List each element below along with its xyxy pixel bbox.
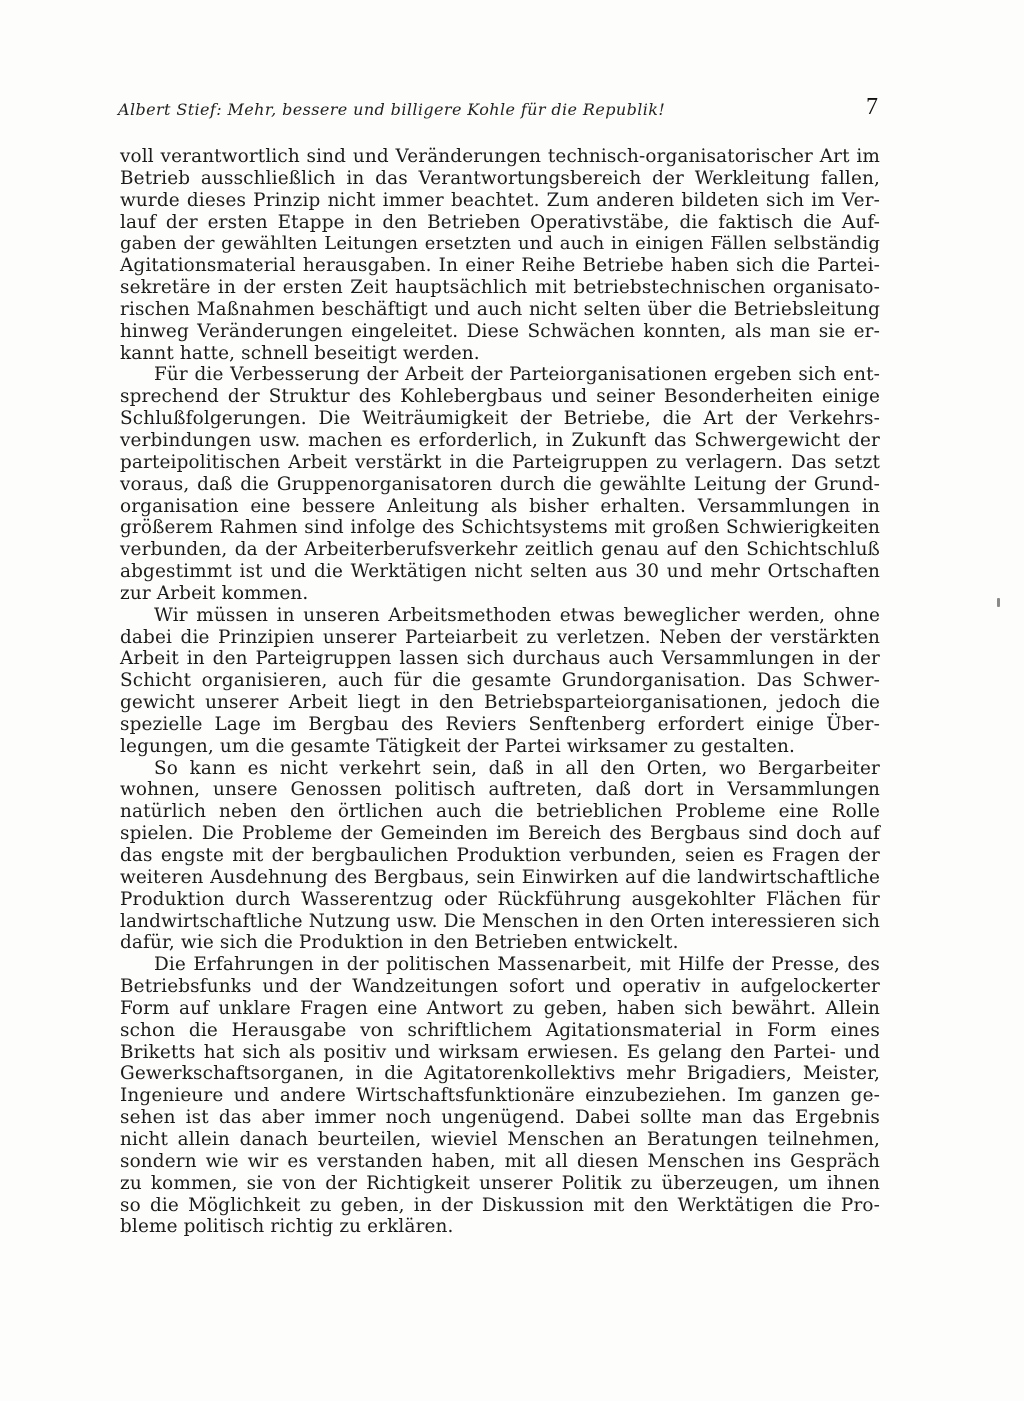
text-line: sprechend der Struktur des Kohlebergbaus und seiner Besonderheiten einige: [120, 386, 880, 408]
paragraph-2: [120, 364, 880, 604]
text-line: voraus, daß die Gruppenorganisatoren durch die gewählte Leitung der Grund-: [120, 473, 880, 495]
text-line: landwirtschaftliche Nutzung usw. Die Menschen in den Orten interessieren sich: [120, 910, 880, 932]
text-line: Ingenieure und andere Wirtschaftsfunktionäre einzubeziehen. Im ganzen ge-: [120, 1085, 880, 1107]
text-line: nicht allein danach beurteilen, wieviel Menschen an Beratungen teilnehmen,: [120, 1128, 880, 1150]
text-line: gewicht unserer Arbeit liegt in den Betriebsparteiorganisationen, jedoch die: [120, 692, 880, 714]
text-line: sondern wie wir es verstanden haben, mit all diesen Menschen ins Gespräch: [120, 1150, 880, 1172]
paragraph-1: [120, 146, 880, 364]
text-line: dabei die Prinzipien unserer Parteiarbeit zu verletzen. Neben der verstärkten: [120, 626, 880, 648]
text-line: natürlich neben den örtlichen auch die betrieblichen Probleme eine Rolle: [120, 801, 880, 823]
text-line: Form auf unklare Fragen eine Antwort zu geben, haben sich bewährt. Allein: [120, 997, 880, 1019]
text-line: Schicht organisieren, auch für die gesamte Grundorganisation. Das Schwer-: [120, 670, 880, 692]
text-line: zur Arbeit kommen.: [120, 582, 309, 604]
text-line: sekretäre in der ersten Zeit hauptsächlich mit betriebstechnischen organisato-: [120, 277, 880, 299]
text-line: So kann es nicht verkehrt sein, daß in all den Orten, wo Bergarbeiter: [154, 757, 880, 779]
text-line: Betrieb ausschließlich in das Verantwortungsbereich der Werkleitung fallen,: [120, 167, 880, 189]
text-line: bleme politisch richtig zu erklären.: [120, 1216, 454, 1238]
text-line: das engste mit der bergbaulichen Produktion verbunden, seien es Fragen der: [120, 845, 880, 866]
text-line: spielen. Die Probleme der Gemeinden im Bereich des Bergbaus sind doch auf: [120, 823, 880, 845]
running-title: Albert Stief: Mehr, bessere und billigere Kohle für die Republik!: [118, 100, 666, 119]
text-line: kannt hatte, schnell beseitigt werden.: [120, 342, 480, 364]
text-line: Agitationsmaterial herausgaben. In einer Reihe Betriebe haben sich die Partei-: [120, 255, 880, 277]
text-line: gaben der gewählten Leitungen ersetzten und auch in einigen Fällen selbständig: [120, 233, 880, 255]
text-line: weiteren Ausdehnung des Bergbaus, sein Einwirken auf die landwirtschaftliche: [120, 866, 880, 888]
text-line: spezielle Lage im Bergbau des Reviers Senftenberg erfordert einige Über-: [120, 713, 880, 735]
text-line: lauf der ersten Etappe in den Betrieben Operativstäbe, die faktisch die Auf-: [120, 211, 880, 233]
text-line: verbindungen usw. machen es erforderlich, in Zukunft das Schwergewicht der: [120, 429, 880, 451]
text-line: Wir müssen in unseren Arbeitsmethoden etwas beweglicher werden, ohne: [154, 604, 880, 626]
text-line: Schlußfolgerungen. Die Weiträumigkeit der Betriebe, die Art der Verkehrs-: [120, 408, 880, 430]
page-number: 7: [866, 94, 878, 120]
running-head: [118, 96, 882, 126]
text-line: Für die Verbesserung der Arbeit der Parteiorganisationen ergeben sich ent-: [154, 364, 880, 386]
text-line: legungen, um die gesamte Tätigkeit der Partei wirksamer zu gestalten.: [120, 735, 795, 757]
body-text: [120, 146, 880, 1238]
text-line: Briketts hat sich als positiv und wirksam erwiesen. Es gelang den Partei- und: [120, 1041, 880, 1063]
text-line: sehen ist das aber immer noch ungenügend. Dabei sollte man das Ergebnis: [120, 1107, 880, 1129]
text-line: verbunden, da der Arbeiterberufsverkehr zeitlich genau auf den Schichtschluß: [120, 539, 880, 561]
text-line: zu kommen, sie von der Richtigkeit unserer Politik zu überzeugen, um ihnen: [120, 1172, 880, 1194]
paragraph-5: [120, 954, 880, 1238]
text-line: schon die Herausgabe von schriftlichem Agitationsmaterial in Form eines: [120, 1019, 880, 1041]
text-line: Die Erfahrungen in der politischen Massenarbeit, mit Hilfe der Presse, des: [154, 954, 880, 976]
scan-speck: [997, 598, 1000, 607]
text-line: so die Möglichkeit zu geben, in der Diskussion mit den Werktätigen die Pro-: [120, 1194, 880, 1216]
text-line: Arbeit in den Parteigruppen lassen sich durchaus auch Versammlungen in der: [120, 648, 880, 670]
text-line: parteipolitischen Arbeit verstärkt in die Parteigruppen zu verlagern. Das setzt: [120, 451, 880, 473]
text-line: wurde dieses Prinzip nicht immer beachtet. Zum anderen bildeten sich im Ver-: [120, 189, 880, 211]
text-line: größerem Rahmen sind infolge des Schichtsystems mit großen Schwierigkeiten: [120, 517, 880, 539]
text-line: Produktion durch Wasserentzug oder Rückführung ausgekohlter Flächen für: [120, 888, 880, 910]
text-line: organisation eine bessere Anleitung als bisher erhalten. Versammlungen in: [120, 495, 880, 517]
text-line: Gewerkschaftsorganen, in die Agitatorenkollektivs mehr Brigadiers, Meister,: [120, 1063, 880, 1085]
text-line: Betriebsfunks und der Wandzeitungen sofort und operativ in aufgelockerter: [120, 976, 880, 998]
paragraph-4: [120, 758, 880, 955]
text-line: hinweg Veränderungen eingeleitet. Diese Schwächen konnten, als man sie er-: [120, 320, 880, 342]
paragraph-3: [120, 605, 880, 758]
text-line: dafür, wie sich die Produktion in den Betrieben entwickelt.: [120, 932, 679, 954]
text-line: wohnen, unsere Genossen politisch auftreten, daß dort in Versammlungen: [120, 779, 880, 801]
text-line: rischen Maßnahmen beschäftigt und auch nicht selten über die Betriebsleitung: [120, 298, 880, 320]
text-line: abgestimmt ist und die Werktätigen nicht selten aus 30 und mehr Ortschaften: [120, 561, 880, 583]
text-line: voll verantwortlich sind und Veränderungen technisch-organisatorischer Art im: [120, 146, 880, 167]
